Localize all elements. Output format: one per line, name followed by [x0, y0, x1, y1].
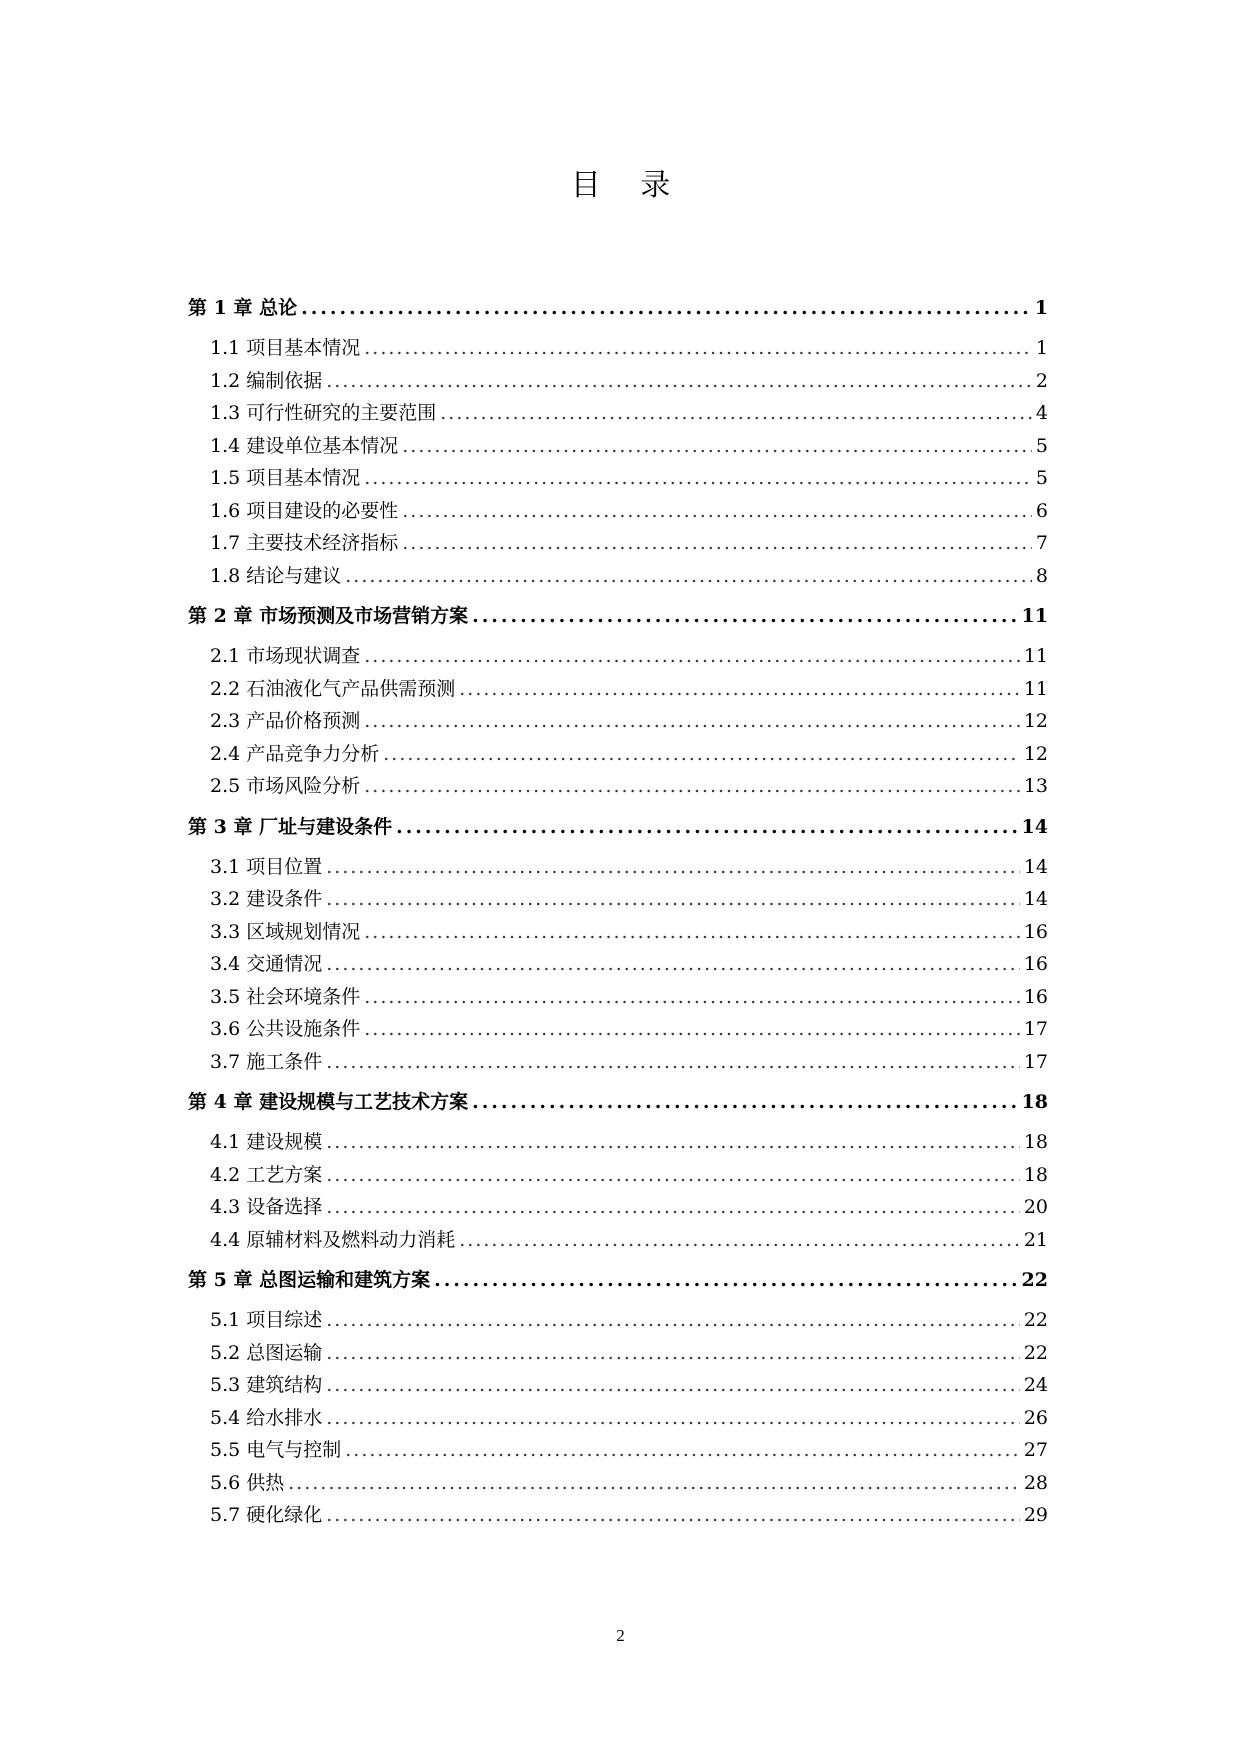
toc-section-entry[interactable]	[188, 705, 1048, 738]
page-number: 2	[616, 1626, 625, 1645]
toc-section-label: 3.7 施工条件	[210, 1050, 323, 1073]
toc-leader-dots	[364, 332, 1032, 365]
toc-section-entry[interactable]	[188, 1126, 1048, 1159]
toc-section-page: 27	[1023, 1439, 1048, 1461]
toc-section-entry[interactable]	[188, 1369, 1048, 1402]
toc-chapter-label: 第 2 章 市场预测及市场营销方案	[188, 605, 469, 627]
toc-section-entry[interactable]	[188, 332, 1048, 365]
toc-section-page: 6	[1035, 499, 1048, 522]
toc-section-entry[interactable]	[188, 365, 1048, 398]
toc-leader-dots	[364, 462, 1032, 495]
toc-leader-dots	[326, 1126, 1020, 1159]
toc-section-label: 1.4 建设单位基本情况	[210, 434, 399, 457]
toc-section-entry[interactable]	[188, 738, 1048, 771]
toc-section-label: 3.2 建设条件	[210, 888, 323, 910]
toc-section-entry[interactable]	[188, 560, 1048, 593]
toc-section-entry[interactable]	[188, 770, 1048, 803]
toc-section-page: 14	[1023, 855, 1048, 878]
toc-section-page: 17	[1023, 1050, 1048, 1073]
toc-section-label: 4.4 原辅材料及燃料动力消耗	[210, 1228, 456, 1251]
toc-section-page: 18	[1023, 1163, 1048, 1186]
toc-section-page: 13	[1023, 775, 1048, 797]
toc-section-label: 5.7 硬化绿化	[210, 1504, 323, 1526]
toc-section-entry[interactable]	[188, 1402, 1048, 1435]
toc-leader-dots	[326, 1337, 1020, 1370]
toc-leader-dots	[396, 811, 1017, 843]
toc-section-label: 1.5 项目基本情况	[210, 467, 361, 489]
toc-leader-dots	[459, 673, 1020, 706]
toc-section-label: 4.3 设备选择	[210, 1196, 323, 1218]
toc-leader-dots	[364, 1013, 1020, 1046]
toc-leader-dots	[383, 738, 1020, 771]
toc-leader-dots	[326, 948, 1020, 981]
toc-section-entry[interactable]	[188, 948, 1048, 981]
toc-section-entry[interactable]	[188, 1013, 1048, 1046]
toc-chapter-page: 14	[1021, 815, 1048, 838]
toc-section-page: 17	[1023, 1018, 1048, 1040]
toc-section-label: 5.1 项目综述	[210, 1309, 323, 1331]
toc-section-entry[interactable]	[188, 397, 1048, 430]
toc-section-label: 1.2 编制依据	[210, 369, 323, 392]
toc-section-page: 2	[1035, 369, 1048, 392]
toc-section-page: 12	[1023, 710, 1048, 732]
toc-section-page: 16	[1023, 920, 1048, 943]
toc-leader-dots	[326, 1046, 1020, 1079]
toc-section-entry[interactable]	[188, 1337, 1048, 1370]
toc-section-label: 5.2 总图运输	[210, 1341, 323, 1364]
toc-section-label: 3.5 社会环境条件	[210, 985, 361, 1008]
toc-leader-dots	[326, 1159, 1020, 1192]
toc-section-entry[interactable]	[188, 430, 1048, 463]
toc-section-page: 4	[1035, 402, 1048, 424]
toc-section-page: 5	[1035, 467, 1048, 489]
toc-leader-dots	[345, 1434, 1020, 1467]
toc-chapter-label: 第 1 章 总论	[188, 297, 298, 319]
toc-section-entry[interactable]	[188, 1159, 1048, 1192]
toc-section-page: 26	[1023, 1406, 1048, 1429]
toc-leader-dots	[326, 1191, 1020, 1224]
toc-leader-dots	[326, 1369, 1020, 1402]
toc-section-label: 3.6 公共设施条件	[210, 1018, 361, 1040]
toc-section-entry[interactable]	[188, 1304, 1048, 1337]
toc-section-page: 7	[1035, 532, 1048, 554]
toc-leader-dots	[301, 292, 1031, 324]
toc-section-entry[interactable]	[188, 1191, 1048, 1224]
toc-section-page: 12	[1023, 742, 1048, 765]
toc-chapter-label: 第 5 章 总图运输和建筑方案	[188, 1269, 431, 1291]
toc-leader-dots	[402, 527, 1032, 560]
toc-chapter-entry[interactable]	[188, 292, 1048, 324]
toc-section-label: 2.1 市场现状调查	[210, 645, 361, 667]
toc-leader-dots	[326, 1402, 1020, 1435]
toc-leader-dots	[326, 883, 1020, 916]
toc-leader-dots	[459, 1224, 1020, 1257]
toc-leader-dots	[364, 640, 1020, 673]
toc-section-label: 3.4 交通情况	[210, 953, 323, 975]
toc-chapter-page: 1	[1034, 297, 1048, 319]
toc-section-page: 8	[1035, 564, 1048, 587]
toc-section-label: 1.1 项目基本情况	[210, 337, 361, 359]
toc-section-page: 21	[1023, 1228, 1048, 1251]
toc-section-label: 5.5 电气与控制	[210, 1439, 342, 1461]
toc-leader-dots	[434, 1264, 1017, 1296]
toc-section-page: 24	[1023, 1374, 1048, 1396]
toc-leader-dots	[364, 981, 1020, 1014]
toc-section-entry[interactable]	[188, 883, 1048, 916]
toc-section-entry[interactable]	[188, 495, 1048, 528]
toc-section-page: 18	[1023, 1131, 1048, 1153]
toc-section-entry[interactable]	[188, 527, 1048, 560]
toc-chapter-entry[interactable]	[188, 1264, 1048, 1296]
toc-section-page: 5	[1035, 434, 1048, 457]
toc-section-label: 5.6 供热	[210, 1471, 285, 1494]
page-title: 目 录	[570, 168, 671, 203]
toc-section-entry[interactable]	[188, 1224, 1048, 1257]
toc-section-entry[interactable]	[188, 673, 1048, 706]
toc-leader-dots	[402, 430, 1032, 463]
toc-section-page: 1	[1035, 337, 1048, 359]
toc-section-label: 4.2 工艺方案	[210, 1163, 323, 1186]
toc-section-label: 1.7 主要技术经济指标	[210, 532, 399, 554]
toc-chapter-page: 11	[1021, 605, 1048, 627]
toc-leader-dots	[440, 397, 1032, 430]
toc-leader-dots	[402, 495, 1032, 528]
toc-section-page: 29	[1023, 1504, 1048, 1526]
toc-section-entry[interactable]	[188, 1499, 1048, 1532]
toc-section-label: 1.8 结论与建议	[210, 564, 342, 587]
toc-section-page: 16	[1023, 985, 1048, 1008]
toc-leader-dots	[326, 1304, 1020, 1337]
toc-section-page: 14	[1023, 888, 1048, 910]
toc-section-entry[interactable]	[188, 916, 1048, 949]
toc-leader-dots	[364, 705, 1020, 738]
toc-section-page: 22	[1023, 1341, 1048, 1364]
toc-leader-dots	[472, 600, 1017, 632]
toc-section-label: 1.3 可行性研究的主要范围	[210, 402, 437, 424]
toc-section-entry[interactable]	[188, 1046, 1048, 1079]
toc-section-label: 3.1 项目位置	[210, 855, 323, 878]
toc-section-page: 22	[1023, 1309, 1048, 1331]
toc-leader-dots	[326, 365, 1032, 398]
toc-chapter-entry[interactable]	[188, 811, 1048, 843]
toc-section-page: 11	[1023, 645, 1048, 667]
toc-section-entry[interactable]	[188, 462, 1048, 495]
toc-section-label: 2.2 石油液化气产品供需预测	[210, 677, 456, 700]
toc-chapter-page: 18	[1021, 1091, 1048, 1113]
toc-chapter-entry[interactable]	[188, 1086, 1048, 1118]
toc-section-label: 2.3 产品价格预测	[210, 710, 361, 732]
toc-section-label: 1.6 项目建设的必要性	[210, 499, 399, 522]
toc-chapter-entry[interactable]	[188, 600, 1048, 632]
toc-leader-dots	[326, 1499, 1020, 1532]
table-of-contents	[188, 292, 1048, 1532]
toc-section-entry[interactable]	[188, 1434, 1048, 1467]
toc-leader-dots	[288, 1467, 1020, 1500]
toc-section-entry[interactable]	[188, 1467, 1048, 1500]
toc-section-page: 28	[1023, 1471, 1048, 1494]
toc-section-label: 3.3 区域规划情况	[210, 920, 361, 943]
toc-leader-dots	[364, 770, 1020, 803]
toc-leader-dots	[472, 1086, 1017, 1118]
toc-section-label: 5.3 建筑结构	[210, 1374, 323, 1396]
toc-section-label: 2.5 市场风险分析	[210, 775, 361, 797]
toc-chapter-label: 第 4 章 建设规模与工艺技术方案	[188, 1091, 469, 1113]
toc-section-label: 4.1 建设规模	[210, 1131, 323, 1153]
toc-section-label: 2.4 产品竞争力分析	[210, 742, 380, 765]
toc-section-page: 11	[1023, 677, 1048, 700]
toc-leader-dots	[345, 560, 1032, 593]
toc-section-entry[interactable]	[188, 851, 1048, 884]
toc-section-page: 16	[1023, 953, 1048, 975]
toc-section-entry[interactable]	[188, 981, 1048, 1014]
toc-section-page: 20	[1023, 1196, 1048, 1218]
toc-chapter-label: 第 3 章 厂址与建设条件	[188, 815, 393, 838]
toc-section-entry[interactable]	[188, 640, 1048, 673]
toc-chapter-page: 22	[1021, 1269, 1048, 1291]
toc-leader-dots	[326, 851, 1020, 884]
toc-section-label: 5.4 给水排水	[210, 1406, 323, 1429]
toc-leader-dots	[364, 916, 1020, 949]
